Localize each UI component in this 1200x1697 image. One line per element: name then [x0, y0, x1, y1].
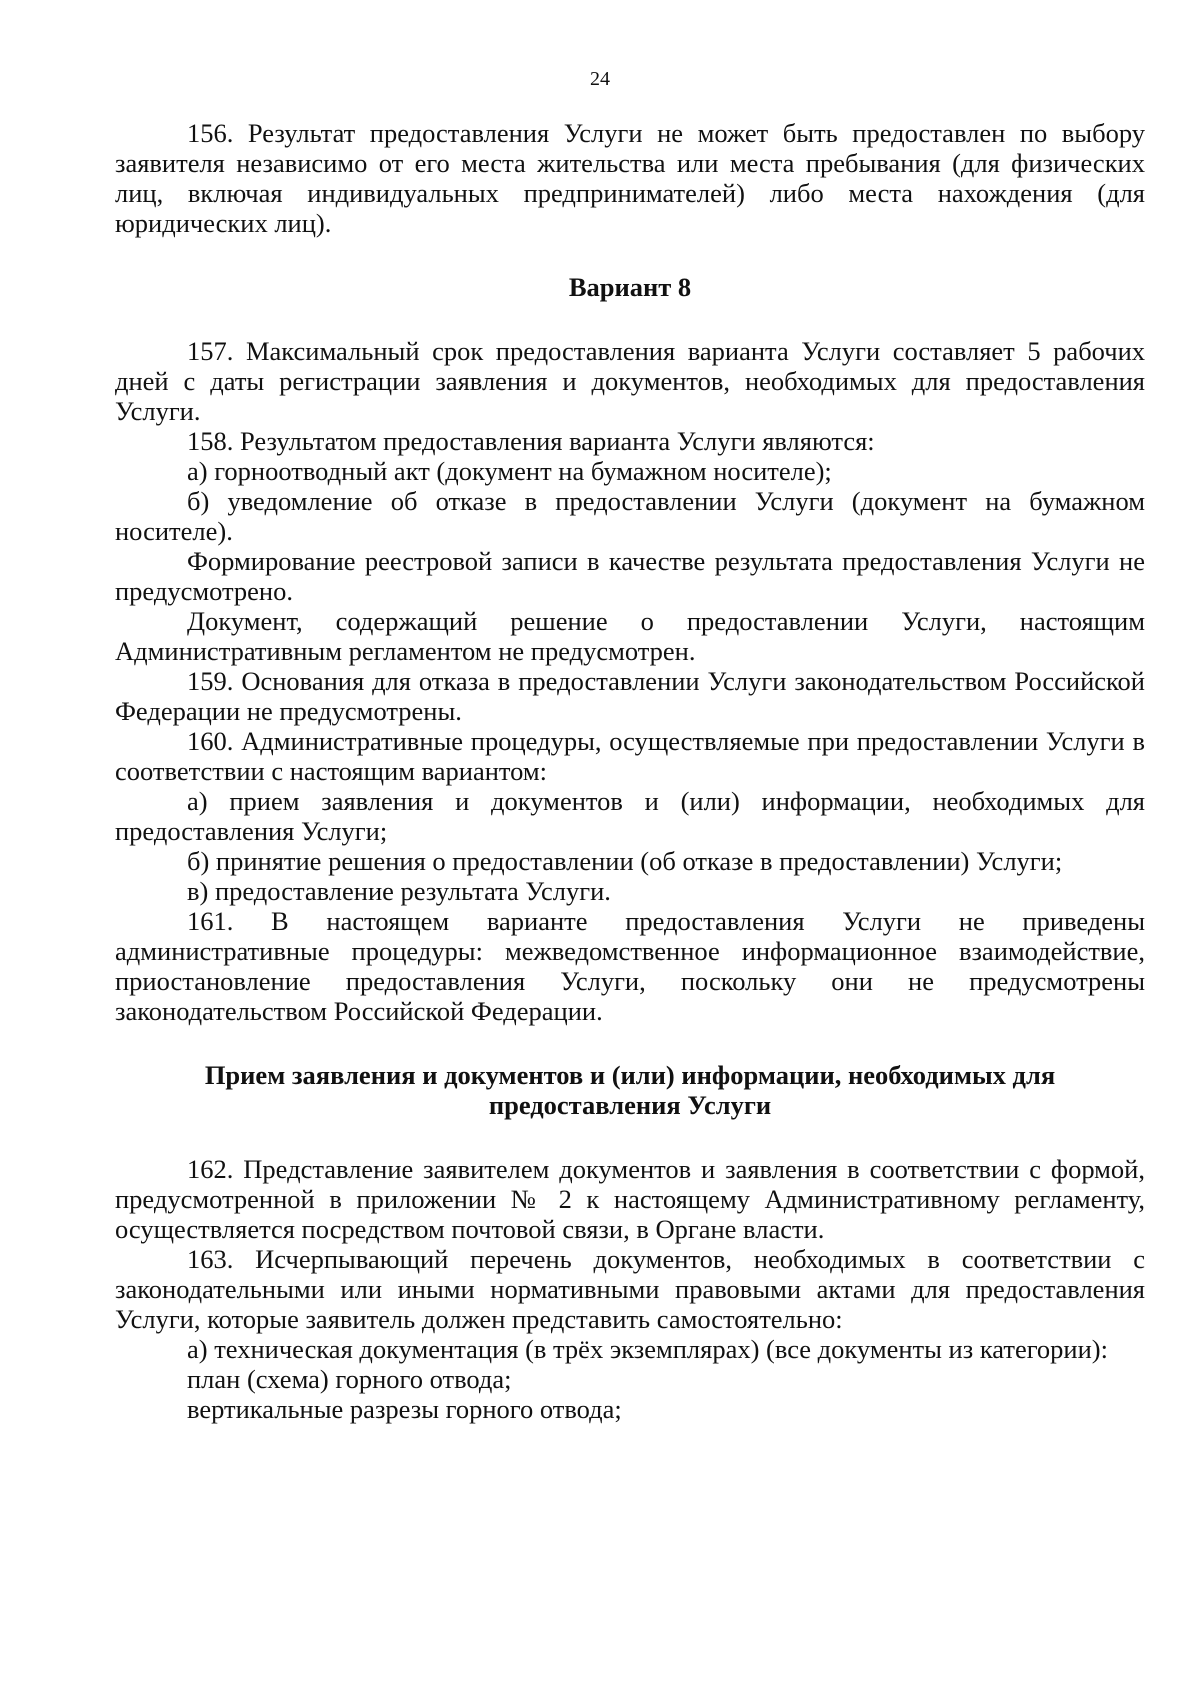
document-body — [115, 118, 1145, 1424]
section-heading-application-intake: Прием заявления и документов и (или) информации, необходимых для предоставления Услуги — [204, 1060, 1056, 1120]
paragraph-158-a: а) горноотводный акт (документ на бумажном носителе); — [187, 456, 832, 486]
paragraph-160: 160. Административные процедуры, осуществляемые при предоставлении Услуги в соответствии с настоящим вариантом: — [115, 726, 1145, 786]
paragraph-158-b: б) уведомление об отказе в предоставлении Услуги (документ на бумажном носителе). — [115, 486, 1145, 546]
paragraph-163-a: а) техническая документация (в трёх экземплярах) (все документы из категории): — [187, 1334, 1108, 1364]
paragraph-158: 158. Результатом предоставления варианта Услуги являются: — [187, 426, 875, 456]
paragraph-163-a-plan: план (схема) горного отвода; — [187, 1364, 512, 1394]
paragraph-160-b: б) принятие решения о предоставлении (об отказе в предоставлении) Услуги; — [187, 846, 1063, 876]
page-number: 24 — [590, 68, 610, 90]
paragraph-156: 156. Результат предоставления Услуги не может быть предоставлен по выбору заявителя независимо от его места жительства или места пребывания (для физических лиц, включая индивидуальных предпринимателей) либо места нахождения (для юридических лиц). — [115, 118, 1145, 238]
paragraph-162: 162. Представление заявителем документов и заявления в соответствии с формой, предусмотренной в приложении № 2 к настоящему Административному регламенту, осуществляется посредством почтовой связи, в Органе власти. — [115, 1154, 1145, 1244]
paragraph-163-a-sections: вертикальные разрезы горного отвода; — [187, 1394, 622, 1424]
paragraph-157: 157. Максимальный срок предоставления варианта Услуги составляет 5 рабочих дней с даты регистрации заявления и документов, необходимых для предоставления Услуги. — [115, 336, 1145, 426]
paragraph-160-a: а) прием заявления и документов и (или) информации, необходимых для предоставления Услуги; — [115, 786, 1145, 846]
paragraph-158-registry: Формирование реестровой записи в качестве результата предоставления Услуги не предусмотрено. — [115, 546, 1145, 606]
paragraph-158-document: Документ, содержащий решение о предоставлении Услуги, настоящим Административным регламентом не предусмотрен. — [115, 606, 1145, 666]
paragraph-159: 159. Основания для отказа в предоставлении Услуги законодательством Российской Федерации не предусмотрены. — [115, 666, 1145, 726]
paragraph-163: 163. Исчерпывающий перечень документов, необходимых в соответствии с законодательными или иными нормативными правовыми актами для предоставления Услуги, которые заявитель должен представить самостоятельно: — [115, 1244, 1145, 1334]
paragraph-161: 161. В настоящем варианте предоставления Услуги не приведены административные процедуры: межведомственное информационное взаимодействие, приостановление предоставления Услуги, поскольку они не предусмотрены законодательством Российской Федерации. — [115, 906, 1145, 1026]
section-heading-variant-8: Вариант 8 — [568, 272, 692, 302]
paragraph-160-c: в) предоставление результата Услуги. — [187, 876, 611, 906]
